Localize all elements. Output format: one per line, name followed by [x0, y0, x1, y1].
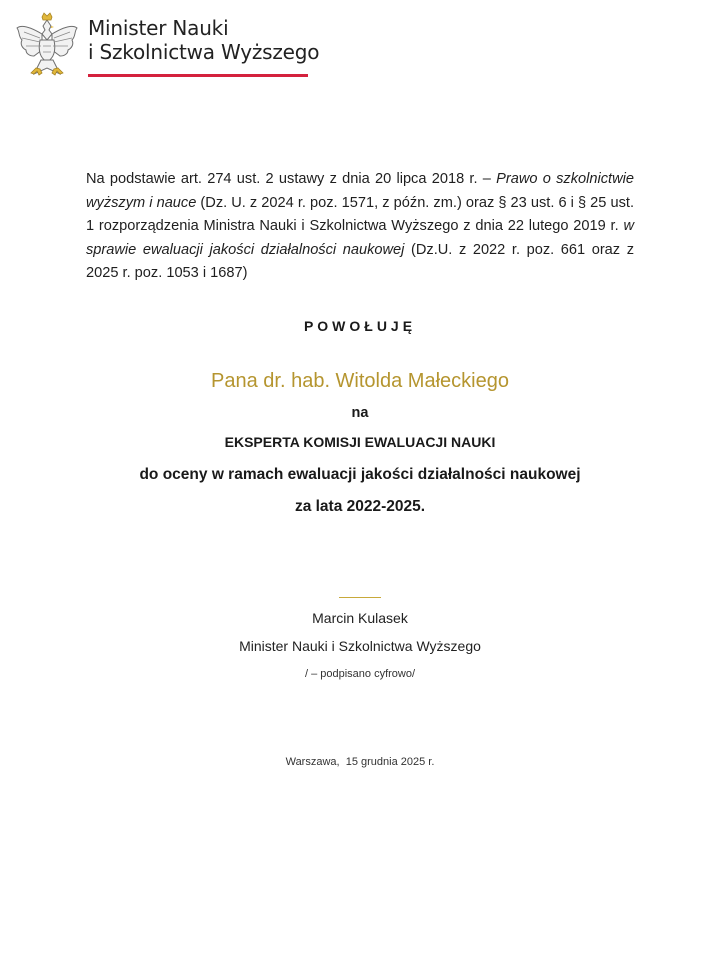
- eagle-emblem-icon: [14, 10, 80, 78]
- header-red-rule: [88, 74, 308, 77]
- appointment-years: za lata 2022-2025.: [294, 498, 426, 515]
- ministry-name-line1: Minister Nauki: [88, 16, 229, 40]
- appointment-na: na: [351, 405, 369, 421]
- ministry-name: [88, 16, 319, 64]
- ministry-header: [14, 10, 320, 82]
- appointment-scope: do oceny w ramach ewaluacji jakości działalności naukowej: [139, 466, 581, 483]
- appointment-heading: POWOŁUJĘ: [303, 318, 417, 334]
- act-title: Prawo o szkolnictwie wyższym i nauce: [86, 171, 634, 211]
- signature-rule: [339, 597, 381, 598]
- regulation-title: w sprawie ewaluacji jakości działalności naukowej: [86, 218, 634, 258]
- ministry-name-line2: i Szkolnictwa Wyższego: [88, 40, 320, 64]
- signer-title: Minister Nauki i Szkolnictwa Wyższego: [239, 638, 481, 654]
- appointment-role: EKSPERTA KOMISJI EWALUACJI NAUKI: [224, 434, 496, 450]
- document-date: Warszawa, 15 grudnia 2025 r.: [285, 756, 435, 768]
- legal-basis-paragraph: [86, 168, 634, 286]
- legal-basis-text-1: Na podstawie art. 274 ust. 2 ustawy z dnia 20 lipca 2018 r. –: [86, 171, 497, 187]
- appointee-name: Pana dr. hab. Witolda Małeckiego: [211, 370, 509, 392]
- legal-basis-text-3: (Dz.U. z 2022 r. poz. 661 oraz z 2025 r. poz. 1053 i 1687): [86, 241, 634, 281]
- signer-name: Marcin Kulasek: [312, 610, 408, 626]
- digital-signature-note: / – podpisano cyfrowo/: [304, 668, 416, 680]
- legal-basis-text-2: (Dz. U. z 2024 r. poz. 1571, z późn. zm.) oraz § 23 ust. 6 i § 25 ust. 1 rozporządzenia Ministra Nauki i Szkolnictwa Wyższego z dnia 22 lutego 2019 r.: [86, 194, 634, 234]
